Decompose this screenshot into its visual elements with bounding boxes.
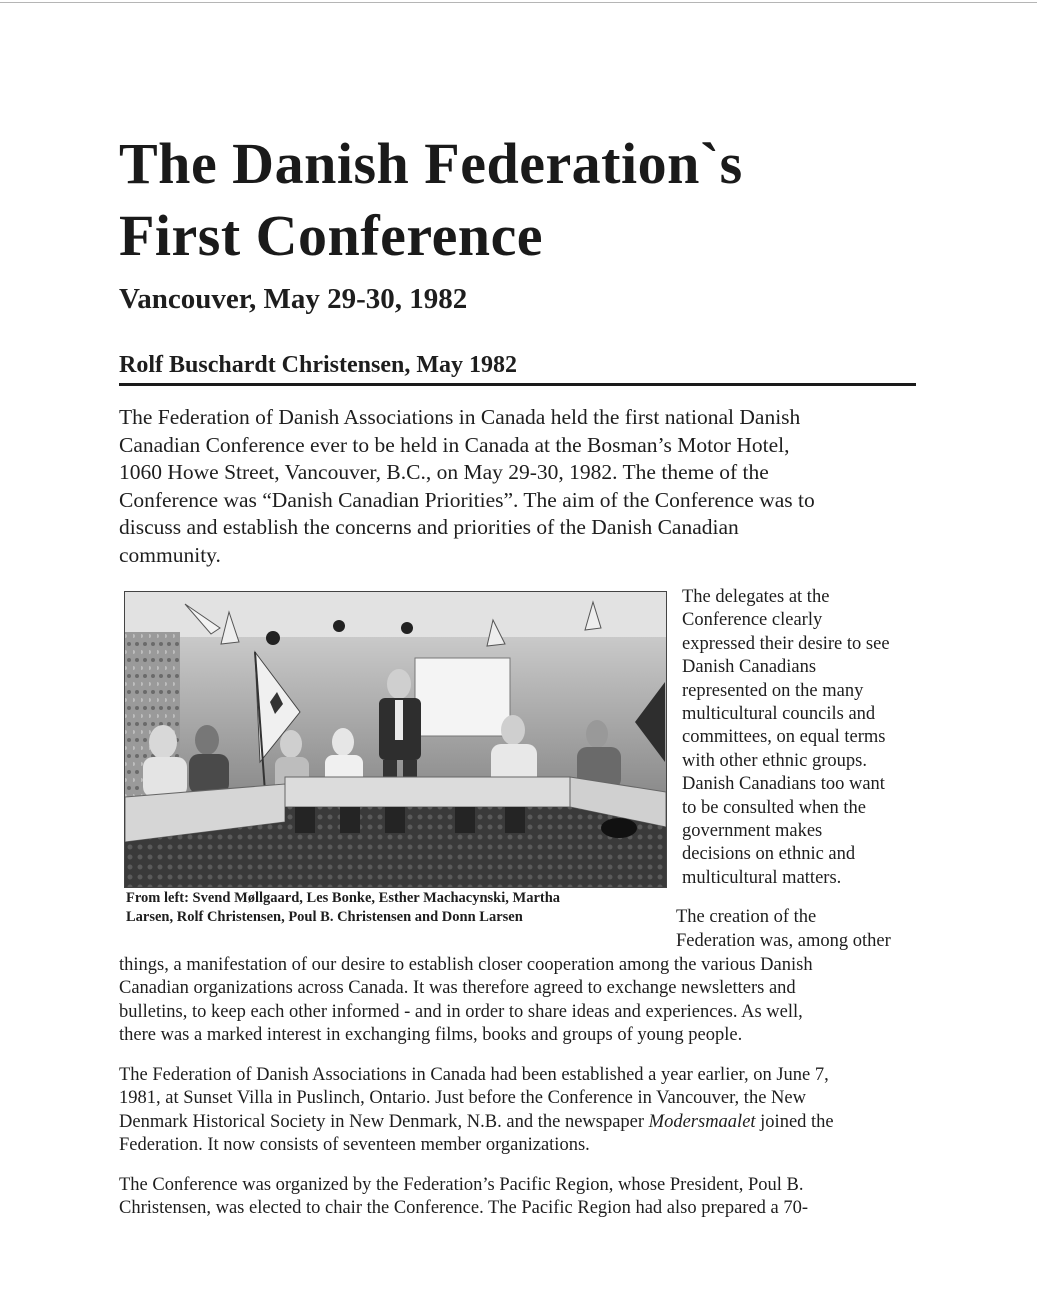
- photo-lamp: [401, 622, 413, 634]
- delegates-line: multicultural matters.: [682, 867, 842, 888]
- intro-line: 1060 Howe Street, Vancouver, B.C., on May 29-30, 1982. The theme of the: [119, 460, 769, 484]
- delegates-line: The delegates at the: [682, 587, 830, 607]
- photo-screen: [415, 658, 510, 736]
- delegates-line: Danish Canadians: [682, 657, 817, 678]
- caption-line: Larsen, Rolf Christensen, Poul B. Christensen and Donn Larsen: [126, 909, 523, 925]
- caption-line: From left: Svend Møllgaard, Les Bonke, Esther Machacynski, Martha: [126, 890, 561, 906]
- creation-line: there was a marked interest in exchanging films, books and groups of young people.: [119, 1025, 743, 1046]
- newspaper-name: Modersmaalet: [648, 1111, 756, 1132]
- delegates-line: Danish Canadians too want: [682, 774, 885, 795]
- established-line: The Federation of Danish Associations in Canada had been established a year earlier, on June 7,: [119, 1065, 829, 1085]
- photo-lamp: [333, 620, 345, 632]
- creation-paragraph: [119, 954, 919, 1048]
- creation-line: bulletins, to keep each other informed - and in order to share ideas and experiences. As well,: [119, 1001, 803, 1022]
- intro-line: Conference was “Danish Canadian Priorities”. The aim of the Conference was to: [119, 487, 815, 512]
- title-line-2: First Conference: [119, 203, 544, 268]
- top-rule: [0, 2, 1037, 3]
- established-text: Denmark Historical Society in New Denmark, N.B. and the newspaper: [119, 1111, 649, 1132]
- intro-paragraph: [119, 404, 919, 569]
- photo-caption: [126, 889, 666, 927]
- organized-paragraph: [119, 1174, 919, 1221]
- delegates-line: expressed their desire to see: [682, 633, 890, 654]
- intro-line: Canadian Conference ever to be held in Canada at the Bosman’s Motor Hotel,: [119, 432, 790, 457]
- established-paragraph: [119, 1064, 919, 1158]
- intro-line: discuss and establish the concerns and priorities of the Danish Canadian: [119, 515, 739, 539]
- organized-line: The Conference was organized by the Federation’s Pacific Region, whose President, Poul B.: [119, 1175, 804, 1195]
- byline-rule: [119, 383, 916, 386]
- creation-lead-line: Federation was, among other: [676, 930, 891, 951]
- conference-photo: [124, 591, 667, 888]
- delegates-line: committees, on equal terms: [682, 727, 886, 748]
- photo-lamp: [266, 631, 280, 645]
- photo-table: [285, 777, 570, 807]
- creation-lead-line: The creation of the: [676, 907, 817, 927]
- article-title: [119, 128, 919, 272]
- creation-line: Canadian organizations across Canada. It was therefore agreed to exchange newsletters and: [119, 978, 796, 999]
- delegates-line: multicultural councils and: [682, 704, 876, 725]
- title-line-1: The Danish Federation`s: [119, 131, 743, 196]
- delegates-line: represented on the many: [682, 680, 864, 701]
- creation-paragraph-lead: [676, 906, 926, 953]
- creation-line: things, a manifestation of our desire to establish closer cooperation among the various Danish: [119, 955, 813, 975]
- conference-photo-illustration: [125, 592, 666, 887]
- delegates-line: government makes: [682, 821, 823, 842]
- byline: Rolf Buschardt Christensen, May 1982: [119, 352, 518, 378]
- delegates-paragraph: [682, 586, 922, 890]
- established-line: Federation. It now consists of seventeen member organizations.: [119, 1135, 590, 1156]
- delegates-line: decisions on ethnic and: [682, 844, 856, 865]
- intro-line: community.: [119, 542, 221, 567]
- established-text: joined the: [755, 1111, 834, 1132]
- delegates-line: Conference clearly: [682, 610, 823, 631]
- established-line: [119, 1111, 919, 1134]
- photo-bag: [601, 818, 637, 838]
- established-line: 1981, at Sunset Villa in Puslinch, Ontario. Just before the Conference in Vancouver, the New: [119, 1088, 806, 1109]
- article-subtitle: Vancouver, May 29-30, 1982: [119, 283, 468, 315]
- organized-line: Christensen, was elected to chair the Conference. The Pacific Region had also prepared a 70-: [119, 1198, 809, 1219]
- delegates-line: to be consulted when the: [682, 797, 866, 818]
- delegates-line: with other ethnic groups.: [682, 750, 867, 771]
- intro-line: The Federation of Danish Associations in Canada held the first national Danish: [119, 405, 801, 429]
